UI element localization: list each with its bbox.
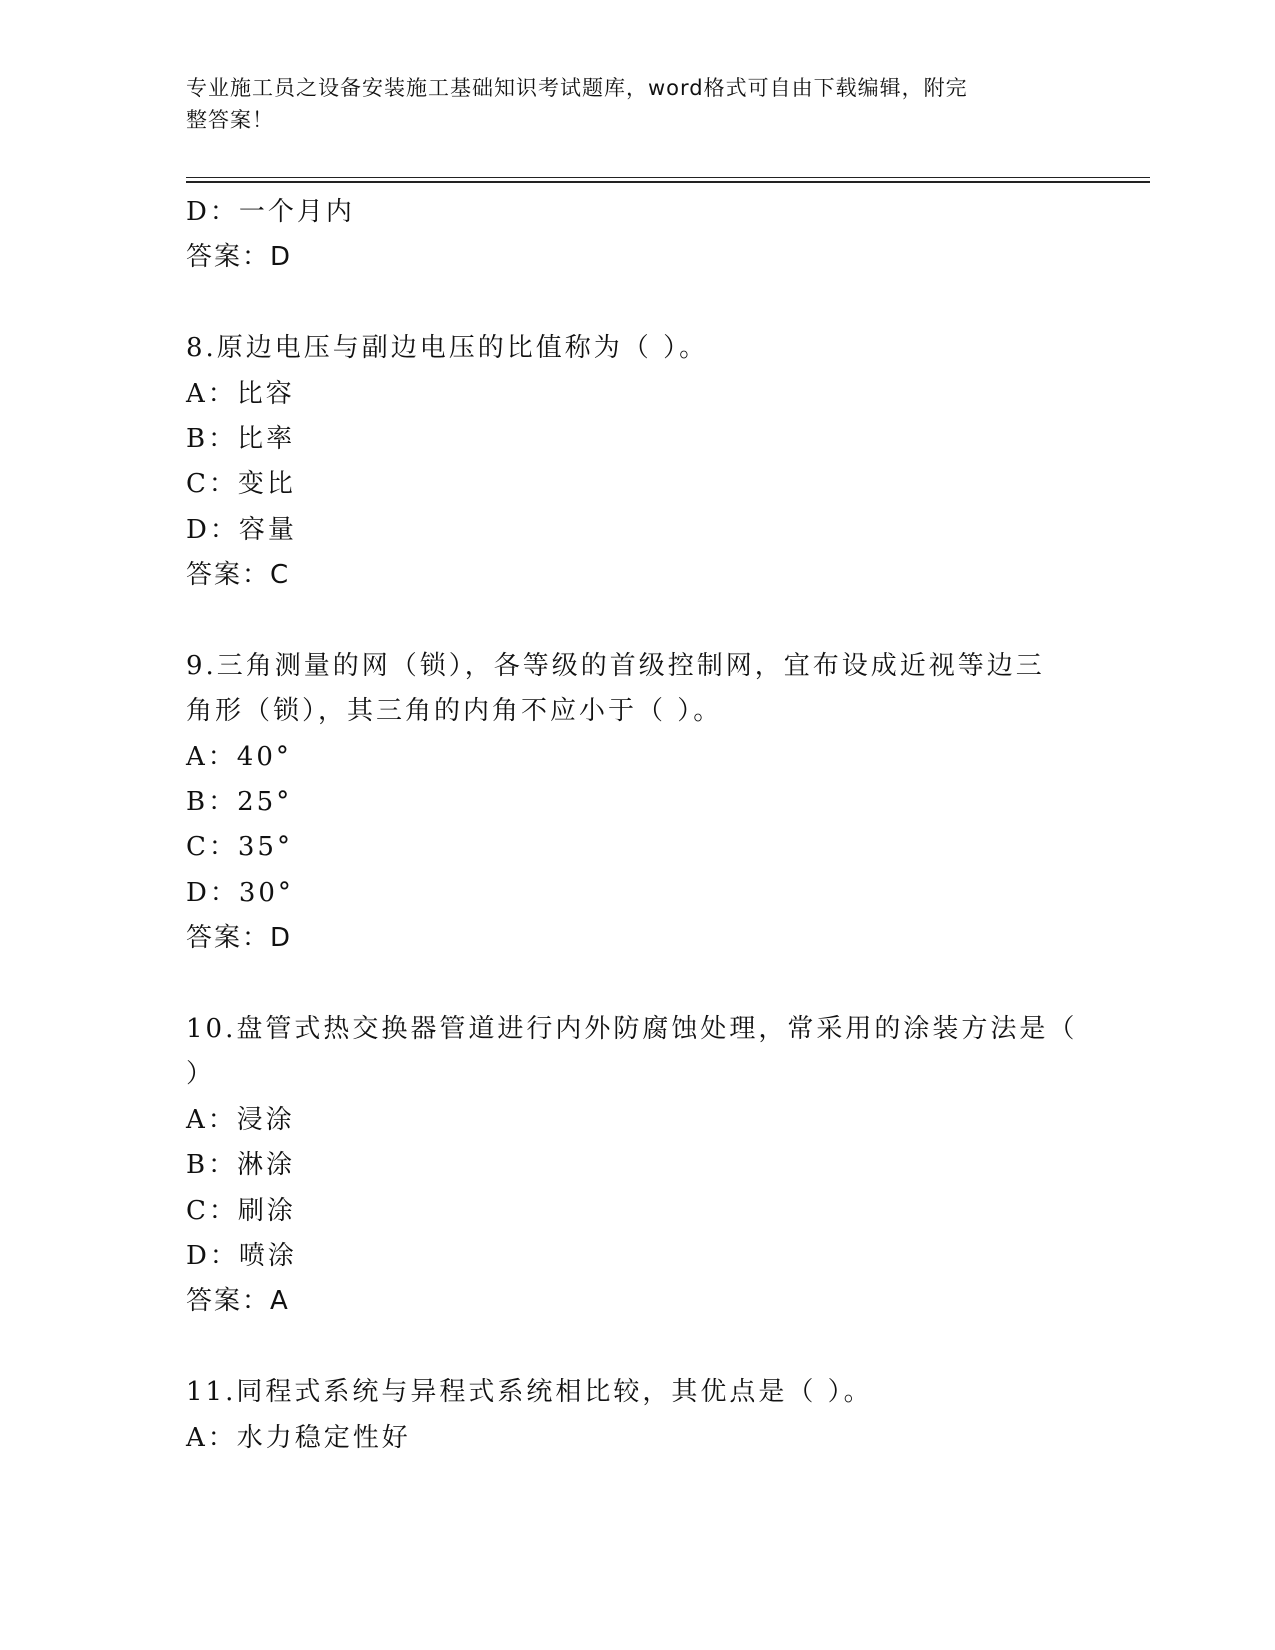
question-10: [186, 1007, 1086, 1325]
option-d: D：一个月内: [186, 197, 355, 227]
option-d: D：30°: [186, 877, 294, 908]
spacer: [186, 599, 1086, 644]
question-list: [186, 190, 1086, 1461]
option-c: C：刷涂: [186, 1195, 296, 1226]
question-11: [186, 1370, 1086, 1461]
spacer: [186, 281, 1086, 326]
option-d: D：喷涂: [186, 1240, 297, 1271]
answer-line: 答案：A: [186, 1286, 290, 1317]
option-b: B：25°: [186, 787, 293, 818]
header-line-1: 专业施工员之设备安装施工基础知识考试题库，word格式可自由下载编辑，附完: [186, 76, 968, 100]
question-text-line-1: 9.三角测量的网（锁），各等级的首级控制网，宜布设成近视等边三: [186, 650, 1045, 681]
question-8: [186, 326, 1086, 598]
question-text-line-1: 10.盘管式热交换器管道进行内外防腐蚀处理，常采用的涂装方法是（: [186, 1014, 1078, 1045]
header-divider-thin: [186, 177, 1150, 178]
question-text-line-2: 角形（锁），其三角的内角不应小于（ ）。: [186, 696, 723, 727]
answer-line: 答案：C: [186, 560, 291, 591]
question-text: 11.同程式系统与异程式系统相比较，其优点是（ ）。: [186, 1377, 873, 1408]
option-c: C：变比: [186, 469, 296, 500]
option-a: A：浸涂: [186, 1104, 295, 1135]
question-9: [186, 644, 1086, 962]
option-c: C：35°: [186, 832, 293, 863]
answer-line: 答案：D: [186, 923, 293, 954]
question-text: 8.原边电压与副边电压的比值称为（ ）。: [186, 333, 709, 364]
option-d: D：容量: [186, 514, 297, 545]
question-text-line-2: ）: [186, 1059, 216, 1090]
header-divider-thick: [186, 181, 1150, 183]
option-a: A：水力稳定性好: [186, 1422, 411, 1453]
answer-line: 答案：D: [186, 242, 293, 273]
option-a: A：比容: [186, 378, 295, 409]
spacer: [186, 1325, 1086, 1370]
option-b: B：淋涂: [186, 1150, 296, 1181]
spacer: [186, 962, 1086, 1007]
option-a: A：40°: [186, 741, 292, 772]
document-header: [186, 72, 1066, 136]
header-line-2: 整答案！: [186, 108, 274, 132]
option-b: B：比率: [186, 423, 296, 454]
